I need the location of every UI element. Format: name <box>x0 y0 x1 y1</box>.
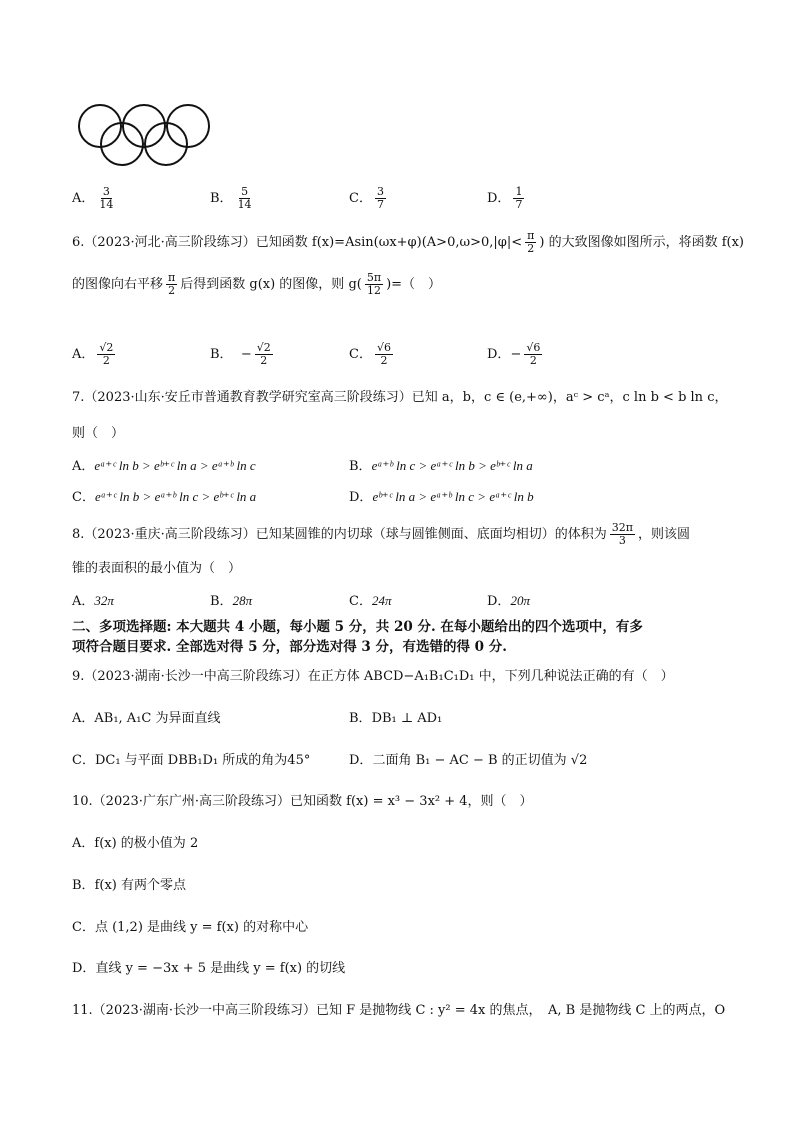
q10-option-b[interactable]: B．f(x) 有两个零点 <box>72 878 186 893</box>
q9-option-d[interactable]: D．二面角 B₁ − AC − B 的正切值为 √2 <box>349 753 588 768</box>
q10-option-a[interactable]: A．f(x) 的极小值为 2 <box>72 836 199 851</box>
olympic-rings-figure <box>74 100 214 172</box>
q9-option-c[interactable]: C．DC₁ 与平面 DBB₁D₁ 所成的角为45° <box>72 753 311 768</box>
q10-option-d[interactable]: D．直线 y = −3x + 5 是曲线 y = f(x) 的切线 <box>72 961 346 976</box>
q5-option-b[interactable]: B． $\frac{5}{14}$ <box>210 185 252 211</box>
section2-heading-line2: 项符合题目要求. 全部选对得 5 分，部分选对得 3 分，有选错的得 0 分. <box>72 639 507 655</box>
q7-option-d[interactable]: D．eᵇ⁺ᶜ ln a > eᵃ⁺ᵇ ln c > eᵃ⁺ᶜ ln b <box>349 489 534 505</box>
q8-stem-line1: 8.（2023·重庆·高三阶段练习）已知某圆锥的内切球（球与圆锥侧面、底面均相切）的体积为 $\frac{32\pi}{3}$ ，则该圆 <box>72 521 691 547</box>
q9-stem: 9.（2023·湖南·长沙一中高三阶段练习）在正方体 ABCD−A₁B₁C₁D₁ 中，下列几种说法正确的有（ ） <box>72 669 674 684</box>
q6-option-c[interactable]: C． $\frac{√6}{2}$ <box>349 341 391 367</box>
q6-option-b[interactable]: B． − $\frac{√2}{2}$ <box>210 341 271 367</box>
q8-option-b[interactable]: B．28π <box>210 593 253 609</box>
section2-heading-line1: 二、多项选择题: 本大题共 4 小题，每小题 5 分，共 20 分. 在每小题给出的四个选项中，有多 <box>72 619 643 635</box>
ring-2 <box>101 123 143 165</box>
q11-stem: 11.（2023·湖南·长沙一中高三阶段练习）已知 F 是抛物线 C : y² = 4x 的焦点， A, B 是抛物线 C 上的两点，O <box>72 1003 726 1018</box>
q8-option-d[interactable]: D．20π <box>487 593 530 609</box>
ring-3 <box>123 105 165 147</box>
ring-1 <box>79 105 121 147</box>
q9-option-a[interactable]: A．AB₁, A₁C 为异面直线 <box>72 711 221 726</box>
q8-stem-line2: 锥的表面积的最小值为（ ） <box>72 561 242 576</box>
q6-stem-line2: 的图像向右平移 $\frac{\pi}{2}$ 后得到函数 g(x) 的图像，则 g( $\frac{5\pi}{12}$ )=（ ） <box>72 271 442 297</box>
q8-option-c[interactable]: C．24π <box>349 593 392 609</box>
q7-option-c[interactable]: C．eᵃ⁺ᶜ ln b > eᵃ⁺ᵇ ln c > eᵇ⁺ᶜ ln a <box>72 489 257 505</box>
q6-option-d[interactable]: D．− $\frac{√6}{2}$ <box>487 341 541 367</box>
q7-option-a[interactable]: A．eᵃ⁺ᶜ ln b > eᵇ⁺ᶜ ln a > eᵃ⁺ᵇ ln c <box>72 458 256 474</box>
q6-option-a[interactable]: A． $\frac{√2}{2}$ <box>72 341 114 367</box>
q5-option-a[interactable]: A． $\frac{3}{14}$ <box>72 185 114 211</box>
q7-stem-line1: 7.（2023·山东·安丘市普通教育教学研究室高三阶段练习）已知 a，b，c ∈ (e,+∞)，aᶜ > cᵃ，c ln b < b ln c， <box>72 390 728 405</box>
q8-option-a[interactable]: A．32π <box>72 593 114 609</box>
q10-stem: 10.（2023·广东广州·高三阶段练习）已知函数 f(x) = x³ − 3x² + 4，则（ ） <box>72 794 533 809</box>
q7-stem-line2: 则（ ） <box>72 426 125 441</box>
q5-option-c[interactable]: C． $\frac{3}{7}$ <box>349 185 384 211</box>
ring-4 <box>145 123 187 165</box>
ring-5 <box>167 105 209 147</box>
q7-option-b[interactable]: B．eᵃ⁺ᵇ ln c > eᵃ⁺ᶜ ln b > eᵇ⁺ᶜ ln a <box>349 458 533 474</box>
q6-stem-line1: 6.（2023·河北·高三阶段练习）已知函数 f(x)=Asin(ωx+φ)(A>0,ω>0,|φ|< $\frac{\pi}{2}$ ) 的大致图像如图所示，将函数 f(x) <box>72 229 744 255</box>
q10-option-c[interactable]: C．点 (1,2) 是曲线 y = f(x) 的对称中心 <box>72 920 309 935</box>
q9-option-b[interactable]: B．DB₁ ⊥ AD₁ <box>349 711 443 726</box>
q5-option-d[interactable]: D． $\frac{1}{7}$ <box>487 185 523 211</box>
